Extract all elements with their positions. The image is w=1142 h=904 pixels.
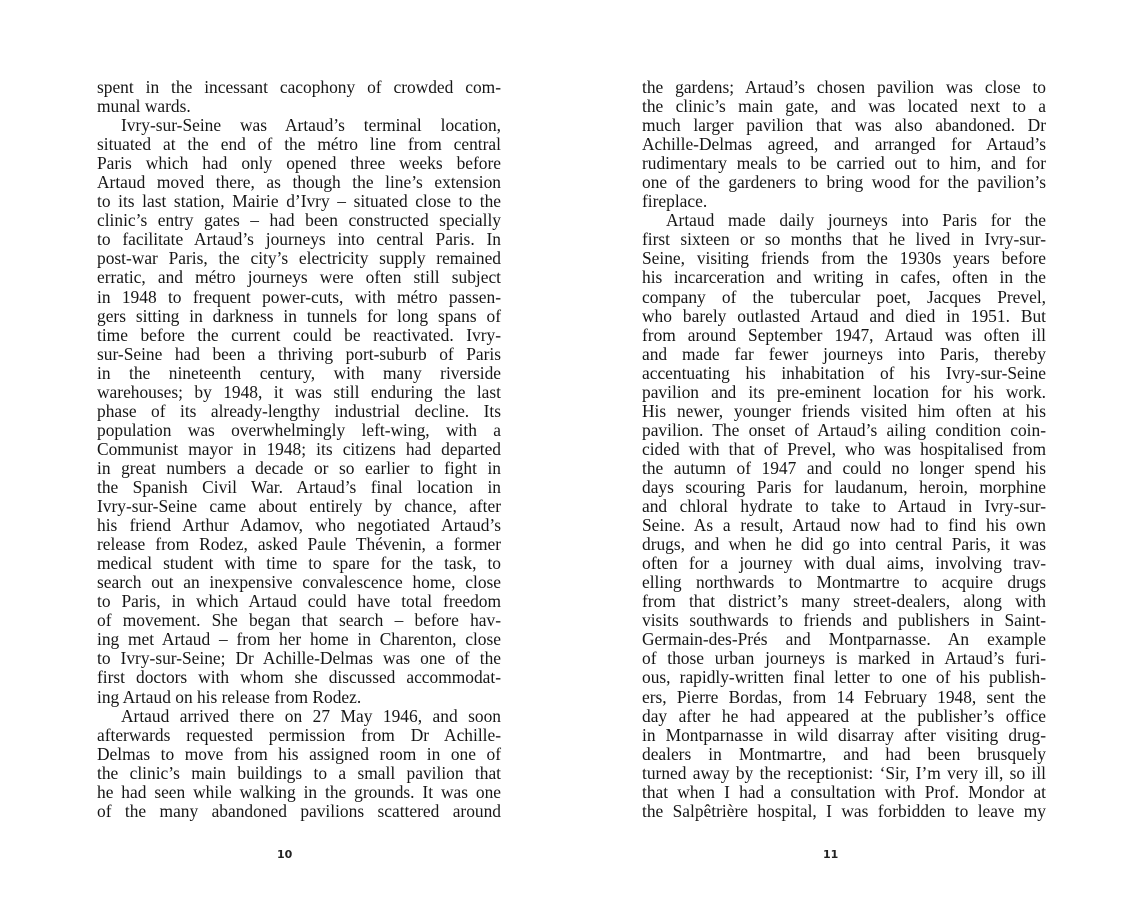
text-line: the clinic’s main gate, and was located next to a	[642, 96, 1046, 117]
text-line: from around September 1947, Artaud was often ill	[642, 324, 1046, 345]
text-line: dealers in Montmartre, and had been brusquely	[642, 743, 1046, 764]
text-line: situated at the end of the métro line from central	[97, 134, 501, 155]
text-line: search out an inexpensive convalescence home, close	[97, 572, 501, 593]
text-line: rudimentary meals to be carried out to him, and for	[642, 153, 1046, 174]
text-line: one of the gardeners to bring wood for the pavilion’s	[642, 172, 1046, 193]
text-line: the Spanish Civil War. Artaud’s final location in	[97, 476, 501, 497]
text-line: pavilion and its pre-eminent location for his work.	[642, 381, 1046, 402]
text-line: Artaud made daily journeys into Paris for the	[666, 210, 1046, 231]
page-number-right: 11	[823, 848, 839, 861]
text-line: the gardens; Artaud’s chosen pavilion was close to	[642, 77, 1046, 97]
text-line: visits southwards to friends and publishers in Saint-	[642, 610, 1046, 631]
text-line: company of the tubercular poet, Jacques Prevel,	[642, 286, 1046, 307]
text-line: fireplace.	[642, 191, 708, 212]
text-line: erratic, and métro journeys were often still subject	[97, 267, 501, 288]
text-line: accentuating his inhabitation of his Ivry-sur-Seine	[642, 362, 1046, 383]
text-line: clinic’s entry gates – had been constructed specially	[97, 210, 501, 231]
text-line: phase of its already-lengthy industrial decline. Its	[97, 400, 501, 421]
text-line: post-war Paris, the city’s electricity supply remained	[97, 248, 501, 269]
text-line: of the many abandoned pavilions scattered around	[97, 800, 501, 821]
text-line: the clinic’s main buildings to a small pavilion that	[97, 762, 501, 783]
text-line: and made far fewer journeys into Paris, thereby	[642, 343, 1046, 364]
text-line: time before the current could be reactivated. Ivry-	[97, 324, 501, 345]
text-line: of movement. She began that search – before hav-	[97, 610, 501, 631]
text-line: ers, Pierre Bordas, from 14 February 1948, sent the	[642, 686, 1046, 707]
text-line: first sixteen or so months that he lived in Ivry-sur-	[642, 229, 1046, 250]
text-line: to Ivry-sur-Seine; Dr Achille-Delmas was one of the	[97, 648, 501, 669]
text-line: ing met Artaud – from her home in Charenton, close	[97, 629, 501, 650]
text-line: days scouring Paris for laudanum, heroin, morphine	[642, 476, 1046, 497]
text-line: turned away by the receptionist: ‘Sir, I’m very ill, so ill	[642, 762, 1046, 783]
text-line: his incarceration and writing in cafes, often in the	[642, 267, 1046, 288]
text-line: he had seen while walking in the grounds. It was one	[97, 781, 501, 802]
text-line: to Paris, in which Artaud could have total freedom	[97, 591, 501, 612]
left-page-text	[97, 78, 501, 821]
text-line: his friend Arthur Adamov, who negotiated Artaud’s	[97, 515, 501, 536]
text-line: drugs, and when he did go into central Paris, it was	[642, 534, 1046, 555]
text-line: ous, rapidly-written final letter to one of his publish-	[642, 667, 1046, 688]
text-line: Artaud arrived there on 27 May 1946, and soon	[121, 705, 501, 726]
text-line: munal wards.	[97, 96, 191, 117]
text-line: Delmas to move from his assigned room in one of	[97, 743, 501, 764]
text-line: of those urban journeys is marked in Artaud’s furi-	[642, 648, 1046, 669]
text-line: the autumn of 1947 and could no longer spend his	[642, 457, 1046, 478]
text-line: first doctors with whom she discussed accommodat-	[97, 667, 501, 688]
text-line: elling northwards to Montmartre to acquire drugs	[642, 572, 1046, 593]
text-line: spent in the incessant cacophony of crowded com-	[97, 77, 501, 97]
paragraph	[642, 211, 1046, 821]
text-line: Germain-des-Prés and Montparnasse. An example	[642, 629, 1046, 650]
text-line: sur-Seine had been a thriving port-suburb of Paris	[97, 343, 501, 364]
text-line: Paris which had only opened three weeks before	[97, 153, 501, 174]
paragraph	[97, 116, 501, 706]
paragraph	[97, 707, 501, 821]
text-line: that when I had a consultation with Prof. Mondor at	[642, 781, 1046, 802]
text-line: warehouses; by 1948, it was still enduring the last	[97, 381, 501, 402]
text-line: afterwards requested permission from Dr Achille-	[97, 724, 501, 745]
text-line: from that district’s many street-dealers, along with	[642, 591, 1046, 612]
right-page-text	[642, 78, 1046, 821]
paragraph	[97, 78, 501, 116]
text-line: population was overwhelmingly left-wing, with a	[97, 419, 501, 440]
text-line: in 1948 to frequent power-cuts, with métro passen-	[97, 286, 501, 307]
text-line: to its last station, Mairie d’Ivry – situated close to the	[97, 191, 501, 212]
text-line: often for a journey with dual aims, involving trav-	[642, 553, 1046, 574]
text-line: who barely outlasted Artaud and died in 1951. But	[642, 305, 1046, 326]
text-line: in great numbers a decade or so earlier to fight in	[97, 457, 501, 478]
text-line: in the nineteenth century, with many riverside	[97, 362, 501, 383]
text-line: Seine. As a result, Artaud now had to find his own	[642, 515, 1046, 536]
text-line: cided with that of Prevel, who was hospitalised from	[642, 438, 1046, 459]
text-line: Ivry-sur-Seine was Artaud’s terminal location,	[121, 115, 501, 136]
text-line: Ivry-sur-Seine came about entirely by chance, after	[97, 496, 501, 517]
text-line: Seine, visiting friends from the 1930s years before	[642, 248, 1046, 269]
text-line: Artaud moved there, as though the line’s extension	[97, 172, 501, 193]
page-number-left: 10	[277, 848, 293, 861]
text-line: release from Rodez, asked Paule Thévenin, a former	[97, 534, 501, 555]
text-line: Achille-Delmas agreed, and arranged for Artaud’s	[642, 134, 1046, 155]
text-line: His newer, younger friends visited him often at his	[642, 400, 1046, 421]
text-line: to facilitate Artaud’s journeys into central Paris. In	[97, 229, 501, 250]
text-line: gers sitting in darkness in tunnels for long spans of	[97, 305, 501, 326]
text-line: day after he had appeared at the publisher’s office	[642, 705, 1046, 726]
text-line: ing Artaud on his release from Rodez.	[97, 686, 362, 707]
text-line: pavilion. The onset of Artaud’s ailing condition coin-	[642, 419, 1046, 440]
paragraph	[642, 78, 1046, 211]
text-line: the Salpêtrière hospital, I was forbidden to leave my	[642, 800, 1046, 821]
text-line: in Montparnasse in wild disarray after visiting drug-	[642, 724, 1046, 745]
text-line: Communist mayor in 1948; its citizens had departed	[97, 438, 501, 459]
text-line: and chloral hydrate to take to Artaud in Ivry-sur-	[642, 496, 1046, 517]
text-line: much larger pavilion that was also abandoned. Dr	[642, 115, 1046, 136]
text-line: medical student with time to spare for the task, to	[97, 553, 501, 574]
